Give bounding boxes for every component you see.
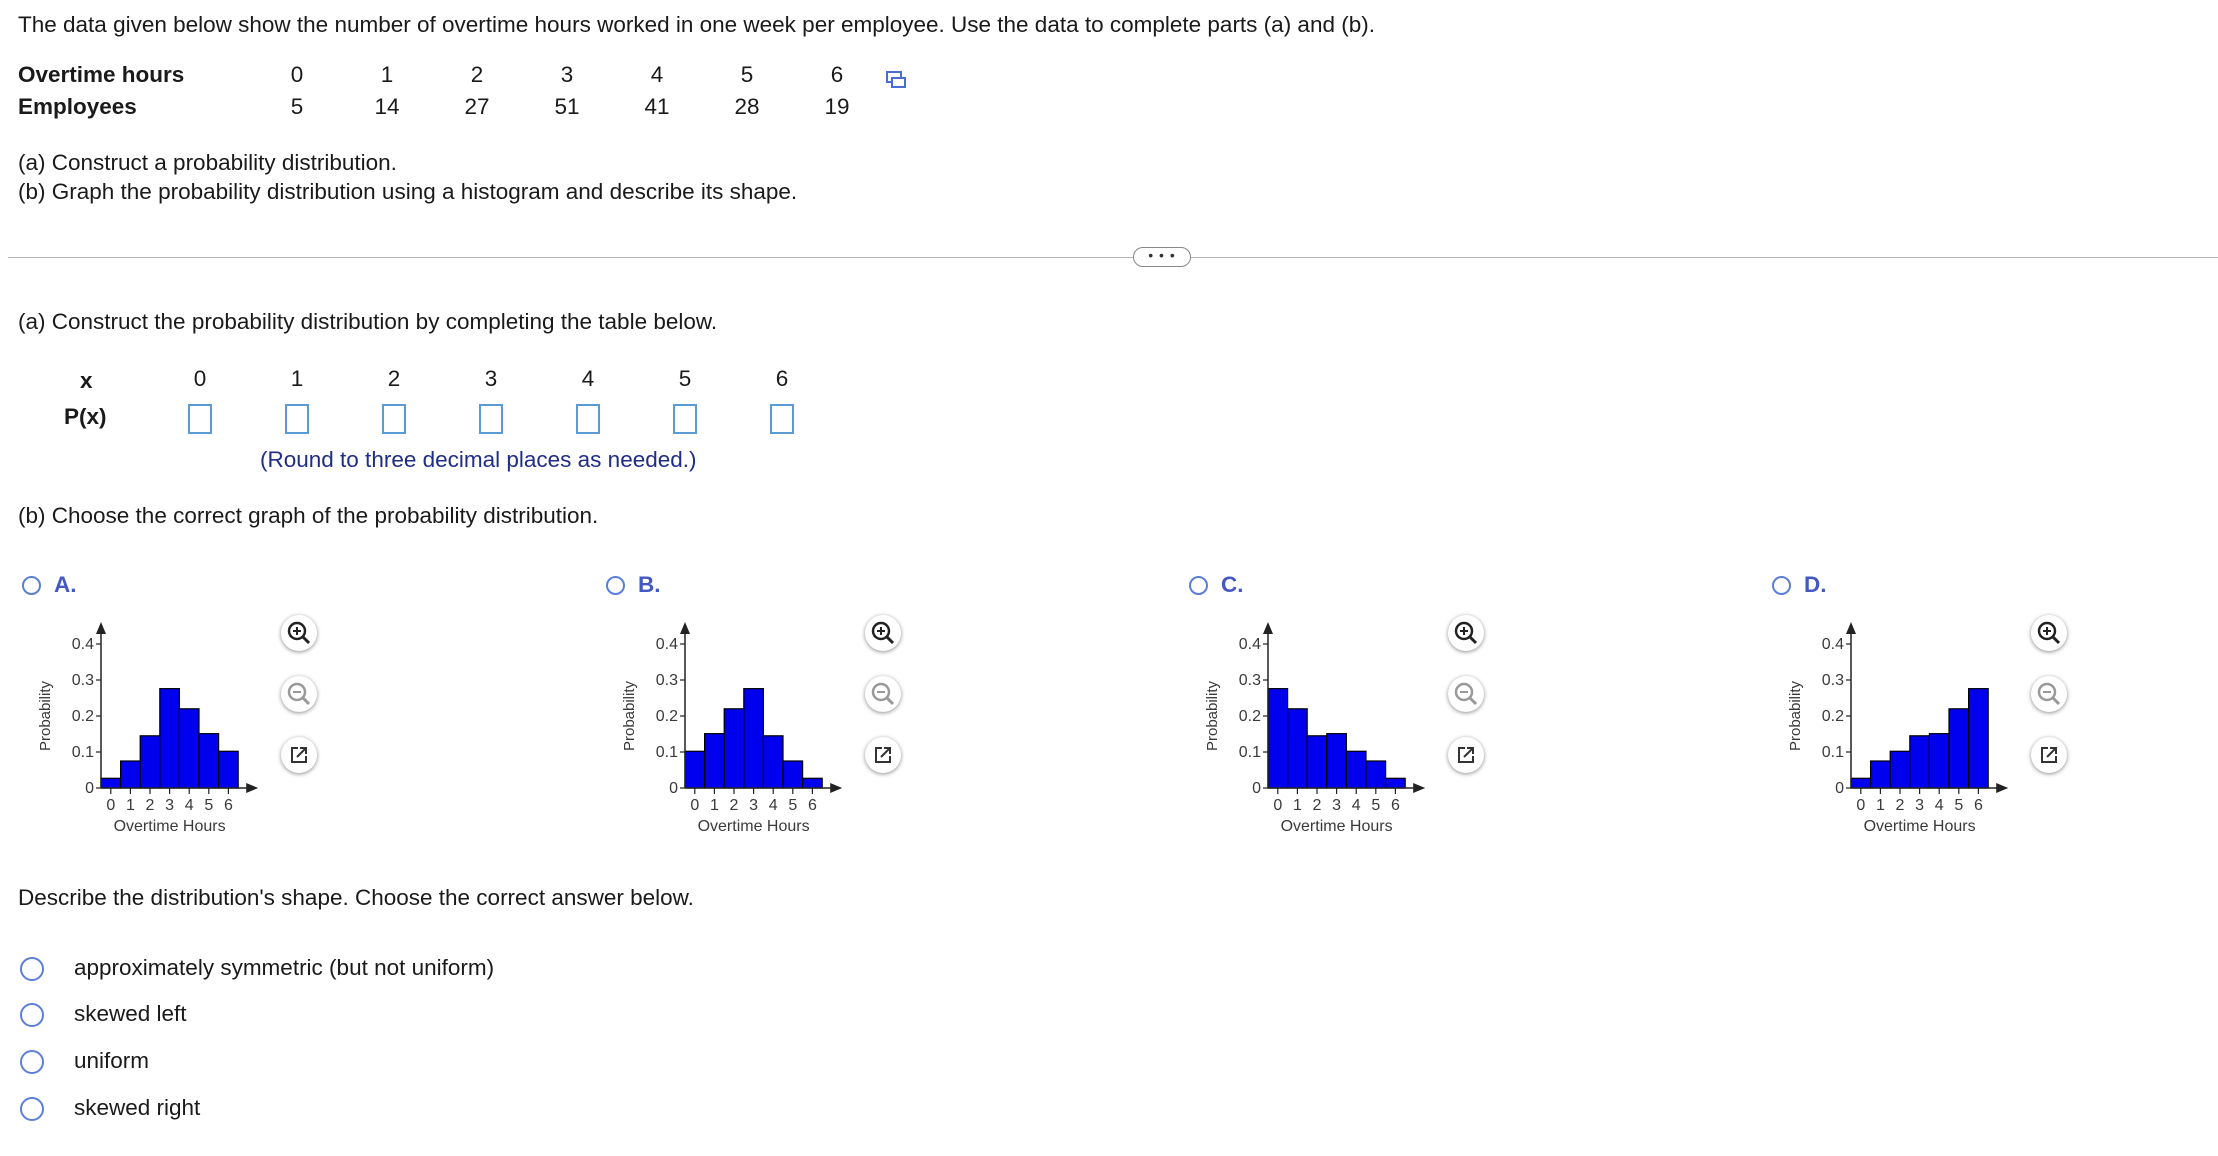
radio-option-c[interactable] xyxy=(1189,576,1208,595)
histogram-bar xyxy=(160,689,180,788)
histogram-bar xyxy=(1268,689,1288,788)
question-b: (b) Choose the correct graph of the probability distribution. xyxy=(18,503,599,528)
x-axis-arrow xyxy=(1996,783,2008,793)
intro-text: The data given below show the number of overtime hours worked in one week per employee. Use the data to complete parts (a) and (b). xyxy=(18,12,1375,37)
radio-shape-symmetric[interactable] xyxy=(20,957,44,981)
x-value: 1 xyxy=(290,366,304,391)
question-shape: Describe the distribution's shape. Choose the correct answer below. xyxy=(18,885,694,910)
zoom-out-button[interactable] xyxy=(1448,676,1484,712)
x-tick-label: 5 xyxy=(1371,797,1381,814)
x-tick-label: 4 xyxy=(768,797,778,814)
histogram-bar xyxy=(1851,778,1871,788)
y-axis-arrow xyxy=(96,622,106,634)
px-input-3[interactable] xyxy=(479,404,503,434)
hours-cell: 2 xyxy=(470,62,484,87)
histogram-bar xyxy=(744,689,764,788)
hours-cell: 1 xyxy=(380,62,394,87)
zoom-in-button[interactable] xyxy=(281,615,317,651)
y-tick-label: 0 xyxy=(1252,780,1261,797)
employees-cell: 51 xyxy=(554,94,580,119)
histogram-option-d xyxy=(1780,612,2030,848)
y-tick-label: 0.4 xyxy=(1821,636,1844,653)
histogram-bar xyxy=(1288,709,1308,788)
histogram-bar xyxy=(763,736,783,788)
x-tick-label: 3 xyxy=(165,797,175,814)
employees-label: Employees xyxy=(18,94,137,119)
x-axis-arrow xyxy=(1413,783,1425,793)
histogram-bar xyxy=(1969,689,1989,788)
histogram-option-a xyxy=(30,612,280,848)
shape-option-label: uniform xyxy=(74,1048,150,1073)
px-input-4[interactable] xyxy=(576,404,600,434)
pop-out-button[interactable] xyxy=(1448,737,1484,773)
x-tick-label: 0 xyxy=(1856,797,1866,814)
hours-cell: 0 xyxy=(290,62,304,87)
histogram-bar xyxy=(685,751,705,788)
zoom-in-button[interactable] xyxy=(865,615,901,651)
y-tick-label: 0.1 xyxy=(71,744,94,761)
divider xyxy=(8,257,2218,258)
y-axis-title: Probability xyxy=(37,680,54,752)
px-input-6[interactable] xyxy=(770,404,794,434)
radio-shape-skewed-left[interactable] xyxy=(20,1003,44,1027)
histogram-bar xyxy=(1890,751,1910,788)
pop-out-button[interactable] xyxy=(865,737,901,773)
histogram-bar xyxy=(101,778,121,788)
x-axis-title: Overtime Hours xyxy=(1280,818,1393,835)
x-axis-title: Overtime Hours xyxy=(113,818,226,835)
x-tick-label: 3 xyxy=(1915,797,1925,814)
y-axis-arrow xyxy=(680,622,690,634)
radio-shape-skewed-right[interactable] xyxy=(20,1097,44,1121)
histogram-option-b xyxy=(614,612,864,848)
histogram-bar xyxy=(1910,736,1930,788)
x-value: 0 xyxy=(193,366,207,391)
zoom-out-button[interactable] xyxy=(865,676,901,712)
part-b-text: (b) Graph the probability distribution using a histogram and describe its shape. xyxy=(18,179,798,204)
y-tick-label: 0.1 xyxy=(655,744,678,761)
histogram-bar xyxy=(1871,761,1891,788)
x-value: 2 xyxy=(387,366,401,391)
pop-out-icon xyxy=(865,737,901,773)
histogram-option-c xyxy=(1197,612,1447,848)
zoom-out-button[interactable] xyxy=(281,676,317,712)
histogram-bar xyxy=(1949,709,1969,788)
y-tick-label: 0.4 xyxy=(1238,636,1261,653)
y-tick-label: 0.3 xyxy=(1238,672,1261,689)
shape-option-label: skewed left xyxy=(74,1001,187,1026)
x-value: 3 xyxy=(484,366,498,391)
hours-cell: 4 xyxy=(650,62,664,87)
pop-out-icon xyxy=(281,737,317,773)
option-a-letter: A. xyxy=(54,572,77,597)
y-tick-label: 0 xyxy=(85,780,94,797)
x-tick-label: 2 xyxy=(729,797,739,814)
x-tick-label: 2 xyxy=(145,797,155,814)
histogram-bar xyxy=(1366,761,1386,788)
shape-option-label: skewed right xyxy=(74,1095,201,1120)
x-tick-label: 1 xyxy=(1875,797,1885,814)
histogram-bar xyxy=(724,709,744,788)
overtime-hours-label: Overtime hours xyxy=(18,62,185,87)
x-tick-label: 4 xyxy=(184,797,194,814)
histogram-bar xyxy=(1327,734,1347,788)
px-label: P(x) xyxy=(64,404,107,429)
zoom-in-button[interactable] xyxy=(2031,615,2067,651)
employees-cell: 27 xyxy=(464,94,490,119)
histogram-bar xyxy=(803,778,823,788)
x-value: 4 xyxy=(581,366,595,391)
histogram-bar xyxy=(783,761,803,788)
radio-option-d[interactable] xyxy=(1772,576,1791,595)
px-input-5[interactable] xyxy=(673,404,697,434)
y-tick-label: 0.2 xyxy=(1238,708,1261,725)
x-axis-arrow xyxy=(246,783,258,793)
x-tick-label: 2 xyxy=(1895,797,1905,814)
y-tick-label: 0 xyxy=(669,780,678,797)
option-b-letter: B. xyxy=(638,572,661,597)
radio-option-a[interactable] xyxy=(22,576,41,595)
pop-out-button[interactable] xyxy=(281,737,317,773)
y-axis-title: Probability xyxy=(621,680,638,752)
zoom-out-icon xyxy=(865,676,901,712)
y-tick-label: 0.1 xyxy=(1821,744,1844,761)
option-c-letter: C. xyxy=(1221,572,1244,597)
x-tick-label: 1 xyxy=(125,797,135,814)
x-tick-label: 4 xyxy=(1934,797,1944,814)
y-tick-label: 0.2 xyxy=(1821,708,1844,725)
x-value: 6 xyxy=(775,366,789,391)
radio-shape-uniform[interactable] xyxy=(20,1050,44,1074)
part-a-text: (a) Construct a probability distribution. xyxy=(18,150,397,175)
histogram-bar xyxy=(179,709,199,788)
px-input-0[interactable] xyxy=(188,404,212,434)
y-tick-label: 0.3 xyxy=(1821,672,1844,689)
pop-out-icon xyxy=(2031,737,2067,773)
x-tick-label: 0 xyxy=(1273,797,1283,814)
histogram-bar xyxy=(1346,751,1366,788)
x-tick-label: 6 xyxy=(807,797,817,814)
x-tick-label: 5 xyxy=(1954,797,1964,814)
x-tick-label: 5 xyxy=(788,797,798,814)
histogram-bar xyxy=(140,736,160,788)
histogram-bar xyxy=(199,734,219,788)
zoom-in-icon xyxy=(1448,615,1484,651)
employees-cell: 5 xyxy=(290,94,304,119)
x-tick-label: 0 xyxy=(106,797,116,814)
y-tick-label: 0.3 xyxy=(71,672,94,689)
y-tick-label: 0 xyxy=(1835,780,1844,797)
copy-icon[interactable] xyxy=(885,70,907,90)
pop-out-icon xyxy=(1448,737,1484,773)
y-axis-title: Probability xyxy=(1787,680,1804,752)
zoom-out-button[interactable] xyxy=(2031,676,2067,712)
y-tick-label: 0.2 xyxy=(655,708,678,725)
px-input-2[interactable] xyxy=(382,404,406,434)
histogram-bar xyxy=(705,734,725,788)
x-tick-label: 6 xyxy=(1973,797,1983,814)
employees-cell: 41 xyxy=(644,94,670,119)
zoom-in-button[interactable] xyxy=(1448,615,1484,651)
y-tick-label: 0.4 xyxy=(71,636,94,653)
x-axis-title: Overtime Hours xyxy=(1863,818,1976,835)
x-tick-label: 1 xyxy=(1292,797,1302,814)
px-input-1[interactable] xyxy=(285,404,309,434)
x-tick-label: 3 xyxy=(1332,797,1342,814)
zoom-in-icon xyxy=(2031,615,2067,651)
y-axis-arrow xyxy=(1846,622,1856,634)
zoom-out-icon xyxy=(1448,676,1484,712)
hours-cell: 6 xyxy=(830,62,844,87)
pop-out-button[interactable] xyxy=(2031,737,2067,773)
x-tick-label: 5 xyxy=(204,797,214,814)
y-axis-title: Probability xyxy=(1204,680,1221,752)
zoom-in-icon xyxy=(865,615,901,651)
y-axis-arrow xyxy=(1263,622,1273,634)
histogram-bar xyxy=(1929,734,1949,788)
x-axis-arrow xyxy=(830,783,842,793)
x-label: x xyxy=(80,368,93,393)
radio-option-b[interactable] xyxy=(606,576,625,595)
x-tick-label: 0 xyxy=(690,797,700,814)
y-tick-label: 0.1 xyxy=(1238,744,1261,761)
zoom-out-icon xyxy=(281,676,317,712)
histogram-bar xyxy=(1386,778,1406,788)
employees-cell: 28 xyxy=(734,94,760,119)
x-tick-label: 6 xyxy=(1390,797,1400,814)
hours-cell: 5 xyxy=(740,62,754,87)
x-tick-label: 1 xyxy=(709,797,719,814)
x-tick-label: 2 xyxy=(1312,797,1322,814)
zoom-in-icon xyxy=(281,615,317,651)
hours-cell: 3 xyxy=(560,62,574,87)
shape-option-label: approximately symmetric (but not uniform) xyxy=(74,955,495,980)
x-value: 5 xyxy=(678,366,692,391)
option-d-letter: D. xyxy=(1804,572,1827,597)
x-tick-label: 3 xyxy=(749,797,759,814)
question-a: (a) Construct the probability distribution by completing the table below. xyxy=(18,309,718,334)
employees-cell: 19 xyxy=(824,94,850,119)
zoom-out-icon xyxy=(2031,676,2067,712)
more-button[interactable]: • • • xyxy=(1133,247,1191,267)
histogram-bar xyxy=(121,761,141,788)
y-tick-label: 0.2 xyxy=(71,708,94,725)
rounding-hint: (Round to three decimal places as needed.) xyxy=(260,447,697,472)
x-tick-label: 6 xyxy=(223,797,233,814)
y-tick-label: 0.4 xyxy=(655,636,678,653)
histogram-bar xyxy=(1307,736,1327,788)
employees-cell: 14 xyxy=(374,94,400,119)
x-axis-title: Overtime Hours xyxy=(697,818,810,835)
y-tick-label: 0.3 xyxy=(655,672,678,689)
x-tick-label: 4 xyxy=(1351,797,1361,814)
histogram-bar xyxy=(219,751,239,788)
